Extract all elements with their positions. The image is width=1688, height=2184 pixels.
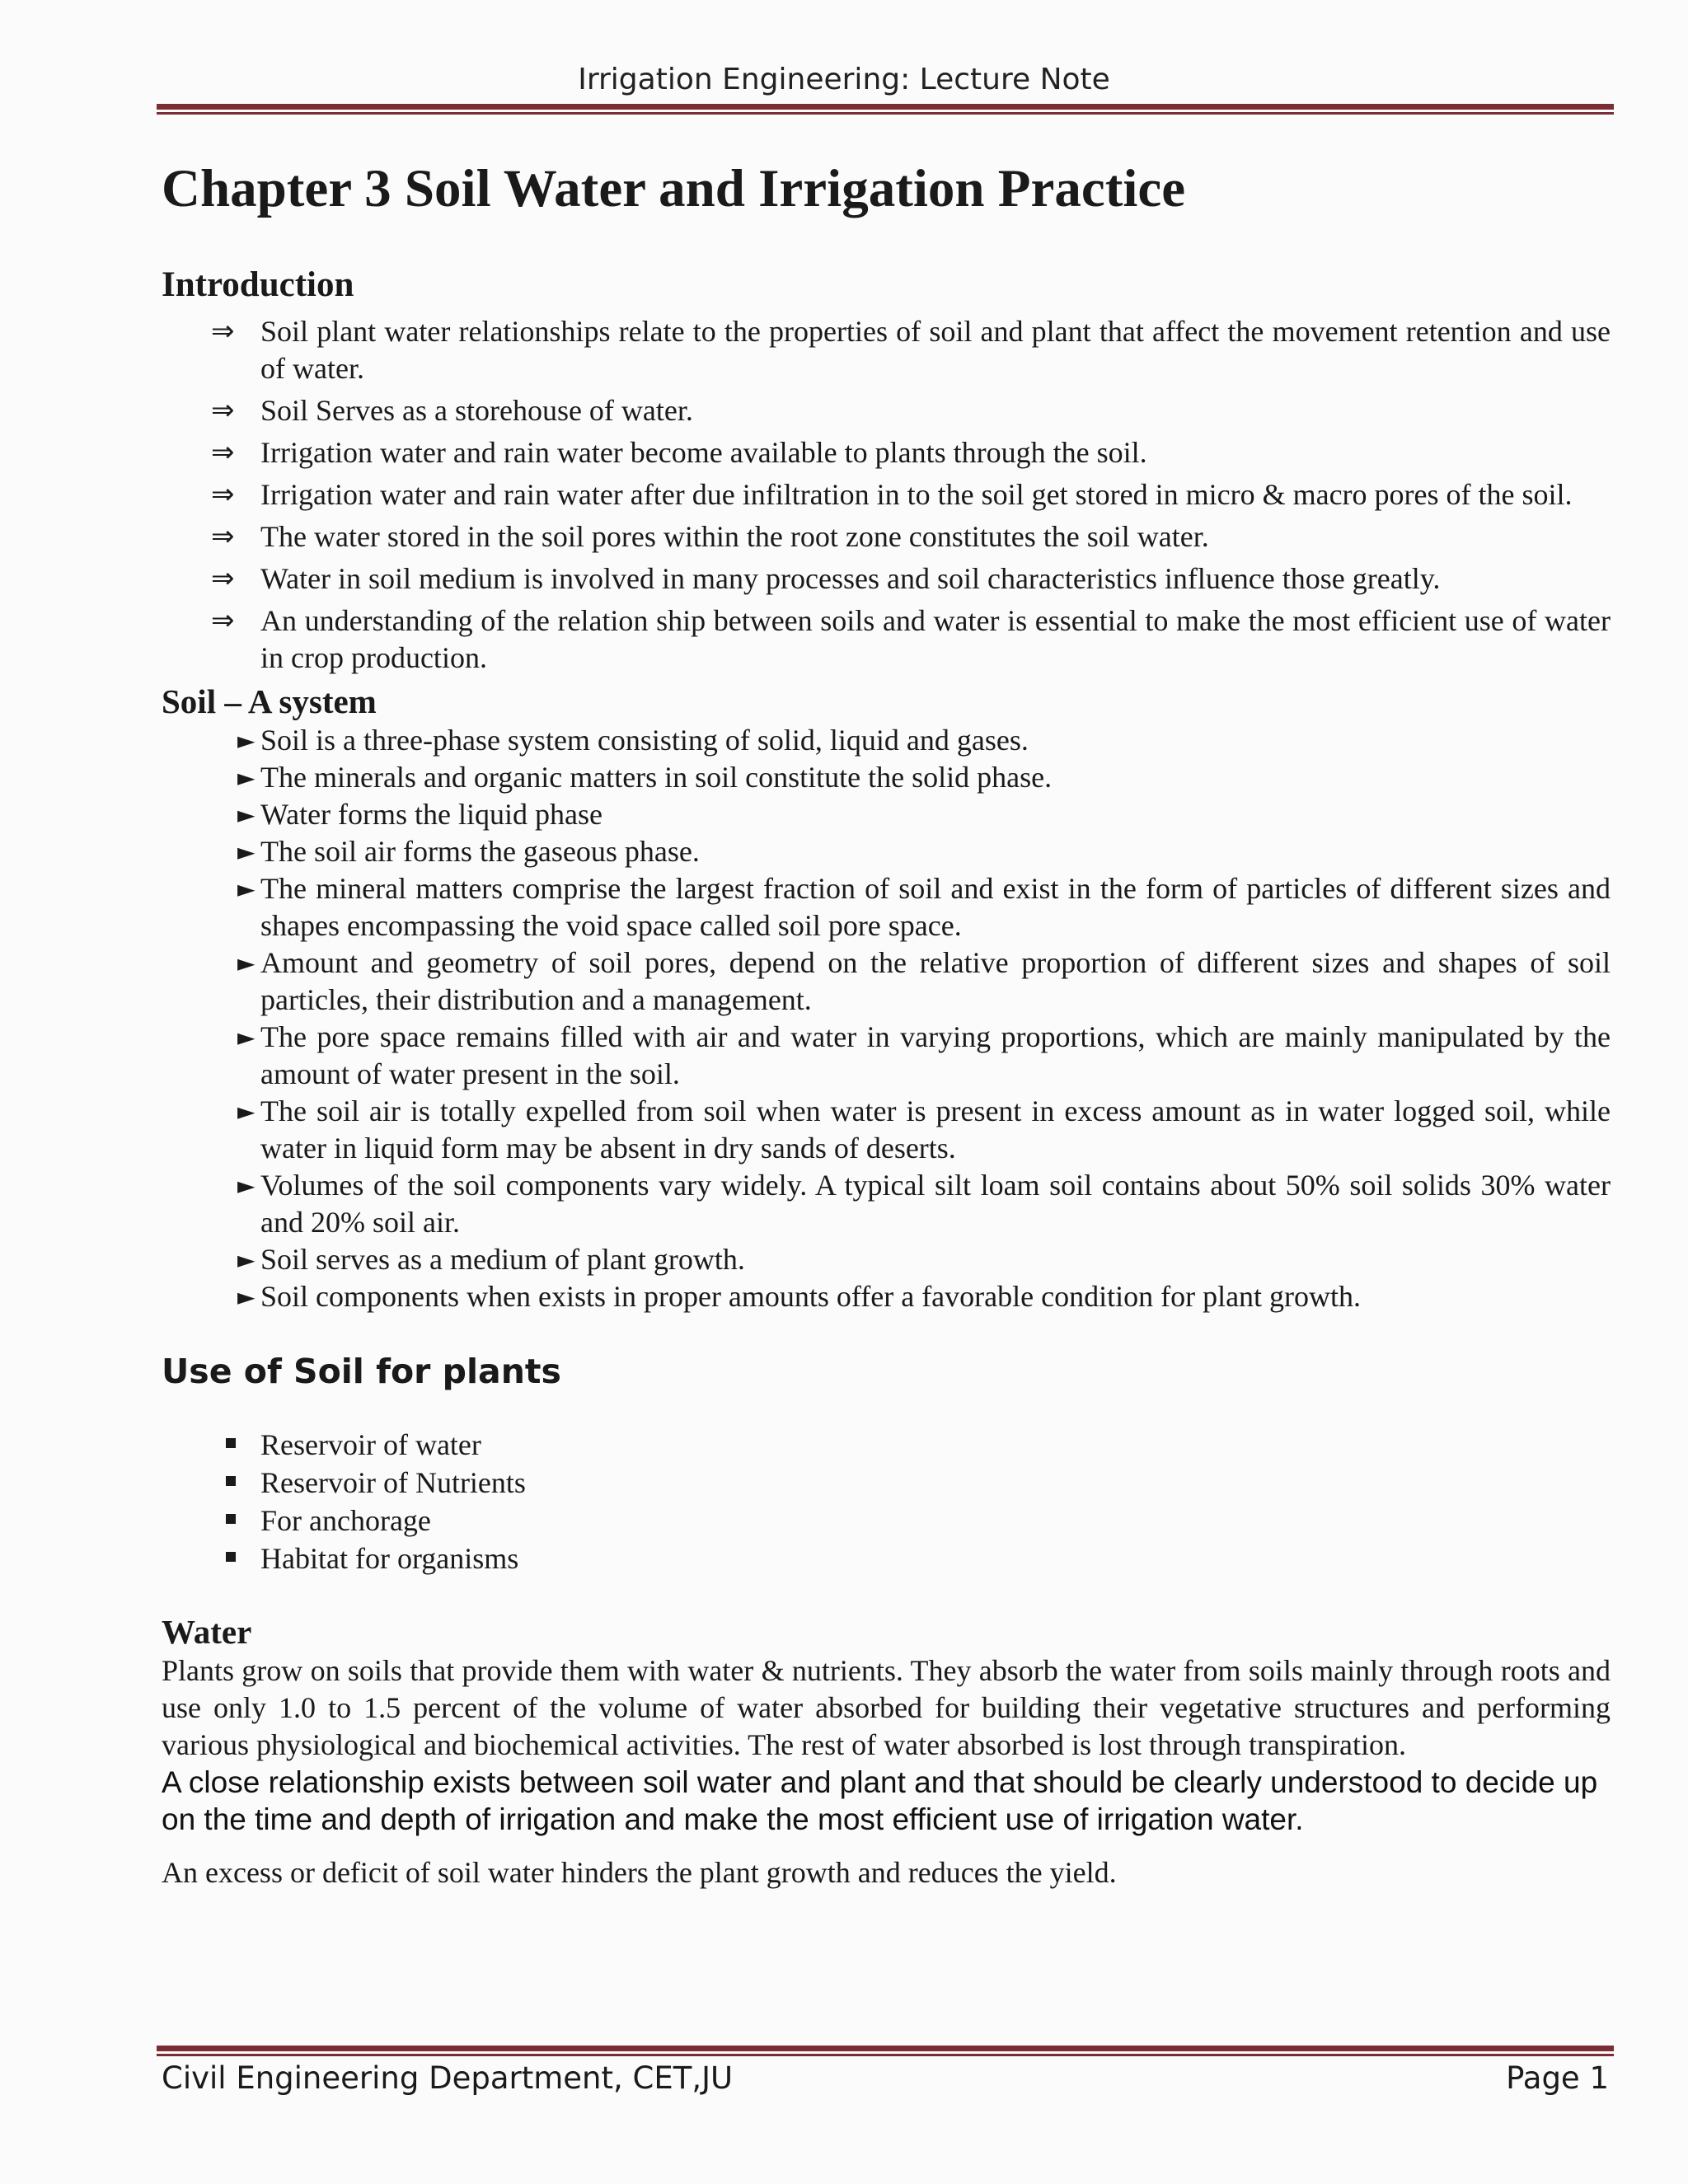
list-item: ⇒ Soil plant water relationships relate to the properties of soil and plant that affect the movement retention and use of water. xyxy=(211,314,1611,385)
list-item: Reservoir of Nutrients xyxy=(162,1465,1611,1502)
list-item: Reservoir of water xyxy=(162,1427,1611,1464)
triangle-bullet-icon: ► xyxy=(237,800,256,828)
square-bullet-icon xyxy=(226,1438,236,1448)
header-rule-thin xyxy=(157,112,1614,115)
triangle-bullet-icon: ► xyxy=(237,763,256,791)
chapter-title: Chapter 3 Soil Water and Irrigation Practice xyxy=(162,159,1186,218)
arrow-icon: ⇒ xyxy=(211,314,235,348)
arrow-icon: ⇒ xyxy=(211,435,235,469)
arrow-icon: ⇒ xyxy=(211,603,235,637)
footer-department: Civil Engineering Department, CET,JU xyxy=(162,2060,734,2096)
triangle-bullet-icon: ► xyxy=(237,1097,256,1125)
list-item: ► The pore space remains filled with air and water in varying proportions, which are mainly manipulated by the amount of water present in the soil. xyxy=(237,1019,1611,1090)
list-item: ► The soil air is totally expelled from soil when water is present in excess amount as in water logged soil, while water in liquid form may be absent in dry sands of deserts. xyxy=(237,1094,1611,1165)
triangle-bullet-icon: ► xyxy=(237,874,256,902)
page-header-title: Irrigation Engineering: Lecture Note xyxy=(578,63,1110,96)
footer-rule xyxy=(157,2046,1614,2051)
list-item: ► Soil is a three-phase system consisting of solid, liquid and gases. xyxy=(162,722,1611,759)
list-item: ► The soil air forms the gaseous phase. xyxy=(162,833,1611,870)
intro-list xyxy=(162,313,1611,677)
footer-rule-thin xyxy=(157,2054,1614,2056)
arrow-icon: ⇒ xyxy=(211,477,235,511)
triangle-bullet-icon: ► xyxy=(237,949,256,977)
list-item: ► Soil components when exists in proper amounts offer a favorable condition for plant growth. xyxy=(162,1278,1611,1315)
triangle-bullet-icon: ► xyxy=(237,837,256,865)
triangle-bullet-icon: ► xyxy=(237,1245,256,1273)
soil-system-list xyxy=(162,722,1611,1315)
water-paragraph-3: An excess or deficit of soil water hinders the plant growth and reduces the yield. xyxy=(162,1856,1117,1890)
water-paragraph-2: A close relationship exists between soil water and plant and that should be clearly understood to decide up on the time and depth of irrigation and make the most efficient use of irrigation water. xyxy=(162,1765,1598,1837)
arrow-icon: ⇒ xyxy=(211,561,235,595)
intro-heading: Introduction xyxy=(162,265,354,304)
water-heading: Water xyxy=(162,1612,252,1651)
list-item: ► Volumes of the soil components vary widely. A typical silt loam soil contains about 50% soil solids 30% water and 20% soil air. xyxy=(237,1168,1611,1239)
use-of-soil-heading: Use of Soil for plants xyxy=(162,1351,561,1391)
list-item: ⇒ An understanding of the relation ship between soils and water is essential to make the most efficient use of water in crop production. xyxy=(211,603,1611,674)
square-bullet-icon xyxy=(226,1552,236,1562)
footer-page-number: Page 1 xyxy=(1506,2060,1609,2096)
triangle-bullet-icon: ► xyxy=(237,1023,256,1051)
water-paragraph-1: Plants grow on soils that provide them with water & nutrients. They absorb the water from soils mainly through roots and use only 1.0 to 1.5 percent of the volume of water absorbed for building their vegetative structures and performing various physiological and biochemical activities. The rest of water absorbed is lost through transpiration. xyxy=(162,1654,1611,1762)
list-item: ⇒ Water in soil medium is involved in many processes and soil characteristics influence those greatly. xyxy=(162,560,1611,598)
list-item: ► Soil serves as a medium of plant growth. xyxy=(162,1241,1611,1278)
triangle-bullet-icon: ► xyxy=(237,726,256,754)
use-of-soil-list xyxy=(162,1427,1611,1577)
list-item: ⇒ Soil Serves as a storehouse of water. xyxy=(162,392,1611,429)
square-bullet-icon xyxy=(226,1476,236,1486)
soil-system-heading: Soil – A system xyxy=(162,682,377,720)
list-item: ⇒ Irrigation water and rain water become available to plants through the soil. xyxy=(162,434,1611,471)
list-item: Habitat for organisms xyxy=(162,1540,1611,1577)
list-item: ► Amount and geometry of soil pores, depend on the relative proportion of different sizes and shapes of soil particles, their distribution and a management. xyxy=(237,945,1611,1016)
main-content xyxy=(162,132,1611,1891)
triangle-bullet-icon: ► xyxy=(237,1282,256,1310)
square-bullet-icon xyxy=(226,1514,236,1524)
list-item: ► Water forms the liquid phase xyxy=(162,796,1611,833)
list-item: ⇒ The water stored in the soil pores within the root zone constitutes the soil water. xyxy=(162,518,1611,555)
arrow-icon: ⇒ xyxy=(211,519,235,553)
list-item: ► The mineral matters comprise the largest fraction of soil and exist in the form of particles of different sizes and shapes encompassing the void space called soil pore space. xyxy=(237,871,1611,942)
header-rule xyxy=(157,104,1614,110)
triangle-bullet-icon: ► xyxy=(237,1171,256,1199)
list-item: ⇒ Irrigation water and rain water after due infiltration in to the soil get stored in micro & macro pores of the soil. xyxy=(162,476,1611,513)
list-item: ► The minerals and organic matters in soil constitute the solid phase. xyxy=(162,759,1611,796)
list-item: For anchorage xyxy=(162,1502,1611,1540)
arrow-icon: ⇒ xyxy=(211,393,235,427)
